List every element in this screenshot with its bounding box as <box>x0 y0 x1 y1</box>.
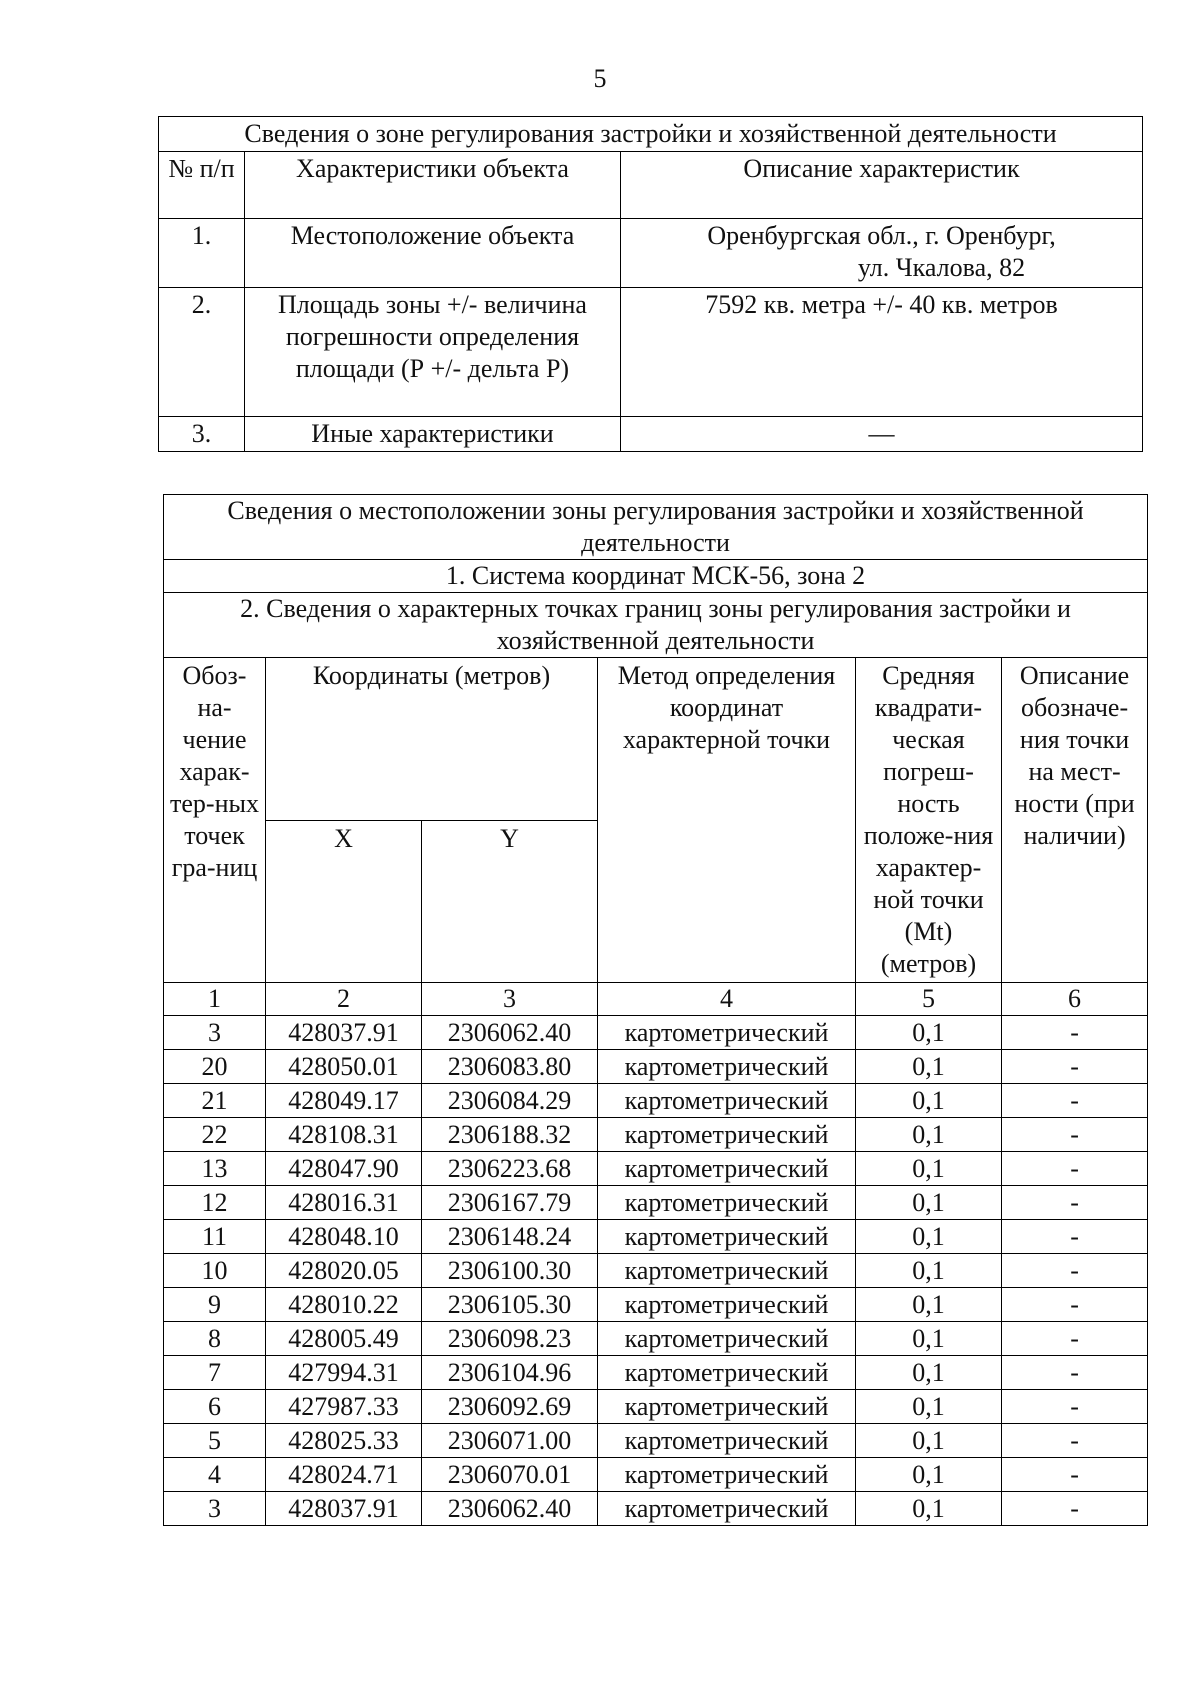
point-method: картометрический <box>598 1152 856 1186</box>
table-row <box>164 1220 1148 1254</box>
column-number: 5 <box>856 983 1002 1016</box>
header-number: № п/п <box>159 152 245 219</box>
point-description: - <box>1002 1084 1148 1118</box>
header-y: Y <box>422 820 598 983</box>
row-number: 1. <box>159 219 245 288</box>
point-y: 2306105.30 <box>422 1288 598 1322</box>
point-designation: 21 <box>164 1084 266 1118</box>
point-y: 2306084.29 <box>422 1084 598 1118</box>
row-description: — <box>621 417 1143 452</box>
point-designation: 5 <box>164 1424 266 1458</box>
zone-location-title: Сведения о местоположении зоны регулирования застройки и хозяйственной деятельности <box>164 495 1148 560</box>
point-x: 428024.71 <box>266 1458 422 1492</box>
table-row <box>159 288 1143 417</box>
column-number: 4 <box>598 983 856 1016</box>
point-designation: 6 <box>164 1390 266 1424</box>
table-row <box>164 1492 1148 1526</box>
row-description: 7592 кв. метра +/- 40 кв. метров <box>621 288 1143 417</box>
point-designation: 12 <box>164 1186 266 1220</box>
point-y: 2306070.01 <box>422 1458 598 1492</box>
point-x: 427994.31 <box>266 1356 422 1390</box>
point-method: картометрический <box>598 1254 856 1288</box>
point-error: 0,1 <box>856 1152 1002 1186</box>
point-error: 0,1 <box>856 1288 1002 1322</box>
point-error: 0,1 <box>856 1492 1002 1526</box>
point-method: картометрический <box>598 1390 856 1424</box>
row-description <box>621 219 1143 288</box>
point-description: - <box>1002 1322 1148 1356</box>
column-number-row <box>164 983 1148 1016</box>
point-error: 0,1 <box>856 1356 1002 1390</box>
point-designation: 10 <box>164 1254 266 1288</box>
point-method: картометрический <box>598 1322 856 1356</box>
point-error: 0,1 <box>856 1322 1002 1356</box>
point-error: 0,1 <box>856 1254 1002 1288</box>
point-x: 428016.31 <box>266 1186 422 1220</box>
point-error: 0,1 <box>856 1458 1002 1492</box>
point-error: 0,1 <box>856 1118 1002 1152</box>
point-x: 428025.33 <box>266 1424 422 1458</box>
point-designation: 4 <box>164 1458 266 1492</box>
point-method: картометрический <box>598 1424 856 1458</box>
header-error: Средняя квадрати-ческая погреш-ность положе-ния характер-ной точки (Mt) (метров) <box>856 658 1002 983</box>
table-row <box>164 1016 1148 1050</box>
header-characteristic: Характеристики объекта <box>245 152 621 219</box>
point-y: 2306188.32 <box>422 1118 598 1152</box>
column-number: 6 <box>1002 983 1148 1016</box>
point-error: 0,1 <box>856 1220 1002 1254</box>
point-description: - <box>1002 1356 1148 1390</box>
point-y: 2306062.40 <box>422 1492 598 1526</box>
point-description: - <box>1002 1390 1148 1424</box>
point-error: 0,1 <box>856 1390 1002 1424</box>
point-description: - <box>1002 1492 1148 1526</box>
point-description: - <box>1002 1424 1148 1458</box>
point-description: - <box>1002 1016 1148 1050</box>
table-row <box>164 1254 1148 1288</box>
point-designation: 20 <box>164 1050 266 1084</box>
point-y: 2306167.79 <box>422 1186 598 1220</box>
point-y: 2306083.80 <box>422 1050 598 1084</box>
point-x: 428005.49 <box>266 1322 422 1356</box>
point-x: 428050.01 <box>266 1050 422 1084</box>
point-description: - <box>1002 1458 1148 1492</box>
table-row <box>164 1424 1148 1458</box>
point-method: картометрический <box>598 1492 856 1526</box>
header-coordinates: Координаты (метров) <box>266 658 598 821</box>
table-row <box>159 417 1143 452</box>
point-designation: 3 <box>164 1016 266 1050</box>
zone-info-title: Сведения о зоне регулирования застройки и хозяйственной деятельности <box>159 117 1143 152</box>
table-row <box>164 1186 1148 1220</box>
header-designation: Обоз-на-чение харак-тер-ных точек гра-ниц <box>164 658 266 983</box>
point-description: - <box>1002 1288 1148 1322</box>
point-method: картометрический <box>598 1084 856 1118</box>
point-x: 428010.22 <box>266 1288 422 1322</box>
table-row <box>159 219 1143 288</box>
point-error: 0,1 <box>856 1084 1002 1118</box>
point-designation: 7 <box>164 1356 266 1390</box>
description-line: Оренбургская обл., г. Оренбург, <box>707 221 1056 250</box>
page-number: 5 <box>593 64 607 93</box>
table-row <box>164 1152 1148 1186</box>
point-method: картометрический <box>598 1220 856 1254</box>
row-characteristic: Местоположение объекта <box>245 219 621 288</box>
table-row <box>164 1458 1148 1492</box>
point-x: 428037.91 <box>266 1016 422 1050</box>
column-number: 1 <box>164 983 266 1016</box>
points-title: 2. Сведения о характерных точках границ зоны регулирования застройки и хозяйственной деятельности <box>164 593 1148 658</box>
point-method: картометрический <box>598 1050 856 1084</box>
point-designation: 3 <box>164 1492 266 1526</box>
point-method: картометрический <box>598 1288 856 1322</box>
zone-info-table <box>158 116 1143 452</box>
point-method: картометрический <box>598 1118 856 1152</box>
table-row <box>164 1084 1148 1118</box>
point-description: - <box>1002 1220 1148 1254</box>
column-number: 3 <box>422 983 598 1016</box>
point-description: - <box>1002 1118 1148 1152</box>
point-x: 428048.10 <box>266 1220 422 1254</box>
header-x: X <box>266 820 422 983</box>
point-x: 427987.33 <box>266 1390 422 1424</box>
point-description: - <box>1002 1186 1148 1220</box>
point-error: 0,1 <box>856 1186 1002 1220</box>
point-x: 428020.05 <box>266 1254 422 1288</box>
table-row <box>164 1322 1148 1356</box>
coordinate-system: 1. Система координат МСК-56, зона 2 <box>164 560 1148 593</box>
point-method: картометрический <box>598 1458 856 1492</box>
point-y: 2306148.24 <box>422 1220 598 1254</box>
point-y: 2306092.69 <box>422 1390 598 1424</box>
row-characteristic: Площадь зоны +/- величина погрешности определения площади (Р +/- дельта Р) <box>245 288 621 417</box>
column-number: 2 <box>266 983 422 1016</box>
point-description: - <box>1002 1152 1148 1186</box>
point-x: 428049.17 <box>266 1084 422 1118</box>
point-designation: 9 <box>164 1288 266 1322</box>
point-method: картометрический <box>598 1186 856 1220</box>
table-row <box>164 1288 1148 1322</box>
point-y: 2306098.23 <box>422 1322 598 1356</box>
point-y: 2306100.30 <box>422 1254 598 1288</box>
point-method: картометрический <box>598 1356 856 1390</box>
row-number: 2. <box>159 288 245 417</box>
header-method: Метод определения координат характерной точки <box>598 658 856 983</box>
row-number: 3. <box>159 417 245 452</box>
point-y: 2306223.68 <box>422 1152 598 1186</box>
zone-location-table <box>163 494 1148 1526</box>
point-designation: 13 <box>164 1152 266 1186</box>
point-x: 428047.90 <box>266 1152 422 1186</box>
point-description: - <box>1002 1050 1148 1084</box>
header-point-description: Описание обозначе-ния точки на мест-ности (при наличии) <box>1002 658 1148 983</box>
table-row <box>164 1050 1148 1084</box>
point-error: 0,1 <box>856 1424 1002 1458</box>
point-designation: 22 <box>164 1118 266 1152</box>
points-body <box>164 1016 1148 1526</box>
point-designation: 8 <box>164 1322 266 1356</box>
row-characteristic: Иные характеристики <box>245 417 621 452</box>
table-row <box>164 1118 1148 1152</box>
point-method: картометрический <box>598 1016 856 1050</box>
point-error: 0,1 <box>856 1016 1002 1050</box>
point-error: 0,1 <box>856 1050 1002 1084</box>
point-designation: 11 <box>164 1220 266 1254</box>
point-x: 428108.31 <box>266 1118 422 1152</box>
point-y: 2306062.40 <box>422 1016 598 1050</box>
header-description: Описание характеристик <box>621 152 1143 219</box>
point-x: 428037.91 <box>266 1492 422 1526</box>
table-row <box>164 1390 1148 1424</box>
point-description: - <box>1002 1254 1148 1288</box>
point-y: 2306104.96 <box>422 1356 598 1390</box>
table-row <box>164 1356 1148 1390</box>
point-y: 2306071.00 <box>422 1424 598 1458</box>
description-line: ул. Чкалова, 82 <box>857 253 1026 282</box>
